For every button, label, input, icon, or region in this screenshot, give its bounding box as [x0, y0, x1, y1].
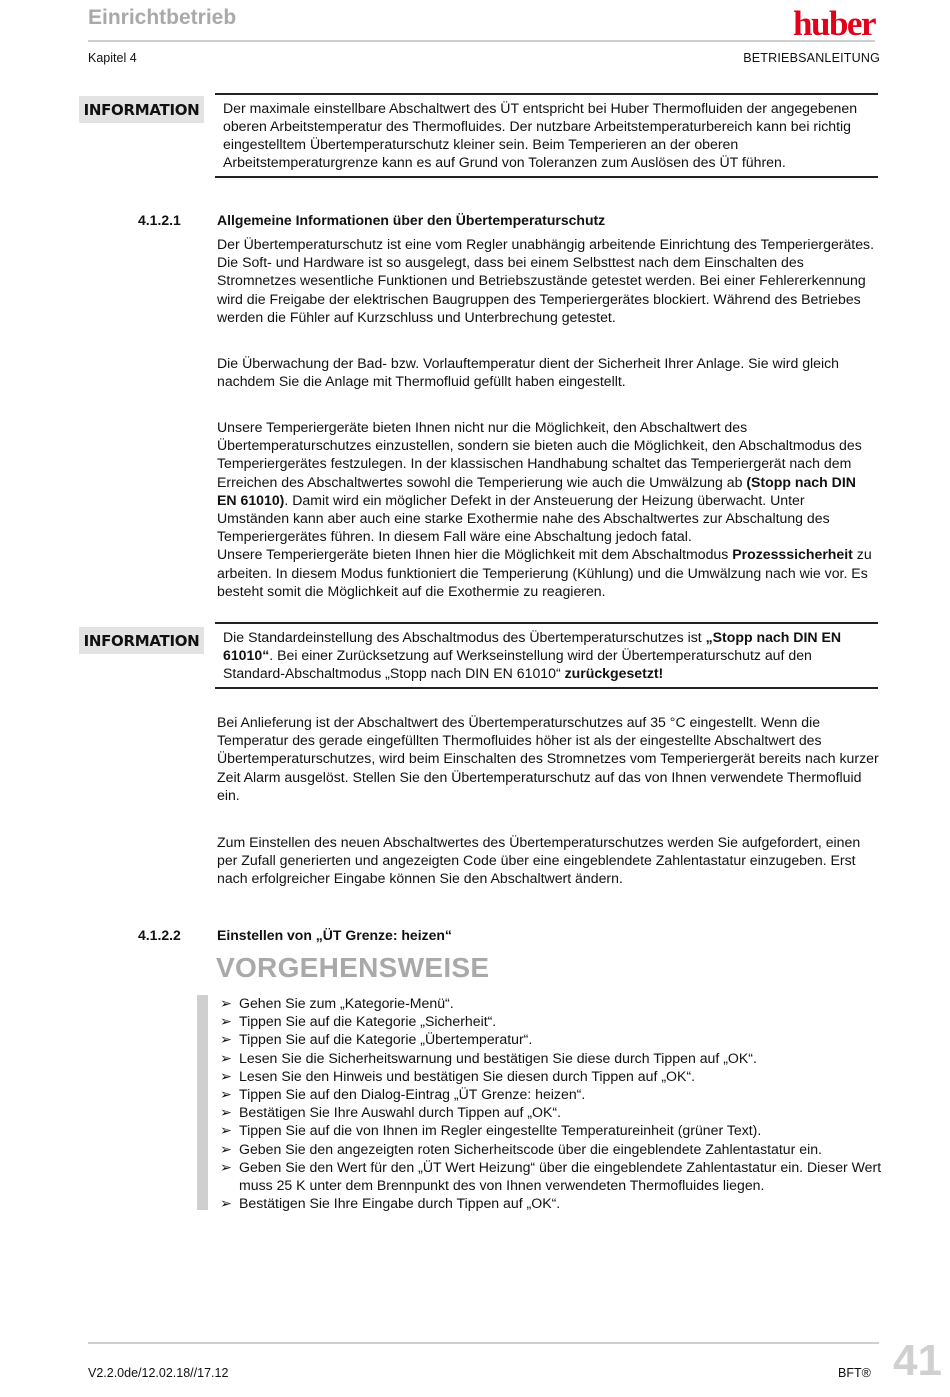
information-text: Der maximale einstellbare Abschaltwert des ÜT entspricht bei Huber Thermofluiden der angegebenen oberen Arbeitstemperatur des Thermofluides. Der nutzbare Arbeitstemperaturbereich kann bei richtig eingestelltem Übertemperaturschutz kleiner sein. Beim Temperieren an der oberen Arbeitstemperaturgrenze kann es auf Grund von Toleranzen zum Auslösen des ÜT führen.	[223, 100, 858, 170]
procedure-step	[220, 1085, 882, 1103]
text-run: . Bei einer Zurücksetzung auf Werkseinstellung wird der Übertemperaturschutz auf den Standard-Abschaltmodus „Stopp nach DIN EN 61010“	[223, 647, 812, 681]
step-text: Tippen Sie auf die Kategorie „Sicherheit“.	[239, 1013, 497, 1030]
bold-text: zurückgesetzt!	[564, 665, 664, 681]
arrow-bullet-icon: ➢	[220, 1067, 232, 1084]
paragraph	[217, 713, 879, 804]
page-number: 41	[893, 1336, 942, 1385]
paragraph-text: Der Übertemperaturschutz ist eine vom Regler unabhängig arbeitende Einrichtung des Temperiergerätes. Die Soft- und Hardware ist so ausgelegt, dass bei einem Selbsttest nach dem Einschalten des Stromnetzes wesentliche Funktionen und Betriebszustände getestet werden. Bei einer Fehlererkennung wird die Freigabe der elektrischen Baugruppen des Temperiergerätes blockiert. Während des Betriebes werden die Fühler auf Kurzschluss und Unterbrechung getestet.	[217, 236, 875, 325]
paragraph	[217, 235, 879, 326]
step-text: Tippen Sie auf die Kategorie „Übertemperatur“.	[239, 1031, 533, 1048]
information-text	[215, 624, 878, 682]
procedure-bar	[197, 995, 208, 1210]
arrow-bullet-icon: ➢	[220, 1195, 232, 1212]
paragraph	[217, 354, 879, 390]
paragraph-text: Die Überwachung der Bad- bzw. Vorlauftemperatur dient der Sicherheit Ihrer Anlage. Sie wird gleich nachdem Sie die Anlage mit Thermofluid gefüllt haben eingestellt.	[217, 355, 840, 390]
bold-text: (Stopp nach DIN EN 61010)	[217, 473, 856, 508]
section-heading: Allgemeine Informationen über den Übertemperaturschutz	[217, 212, 606, 228]
procedure-step	[220, 1158, 882, 1194]
product-label: BFT®	[838, 1366, 871, 1380]
chapter-label: Kapitel 4	[88, 51, 137, 65]
step-text: Gehen Sie zum „Kategorie-Menü“.	[239, 995, 454, 1011]
procedure-step	[220, 1030, 882, 1048]
section-number: 4.1.2.1	[138, 212, 181, 228]
step-text: Geben Sie den angezeigten roten Sicherheitscode über die eingeblendete Zahlentastatur ein.	[239, 1140, 822, 1157]
arrow-bullet-icon: ➢	[220, 1104, 232, 1121]
version-label: V2.2.0de/12.02.18//17.12	[88, 1366, 229, 1380]
huber-logo	[787, 8, 881, 40]
arrow-bullet-icon: ➢	[220, 1086, 232, 1103]
arrow-bullet-icon: ➢	[220, 995, 232, 1011]
text-run: Unsere Temperiergeräte bieten Ihnen hier die Möglichkeit mit dem Abschaltmodus	[217, 546, 733, 563]
arrow-bullet-icon: ➢	[220, 1122, 232, 1139]
information-badge: INFORMATION	[79, 96, 204, 123]
procedure-step	[220, 1121, 882, 1139]
section-title: Einrichtbetrieb	[88, 6, 237, 29]
arrow-bullet-icon: ➢	[220, 1031, 232, 1048]
section-number: 4.1.2.2	[138, 927, 181, 943]
procedure-step	[220, 1140, 882, 1158]
procedure-step	[220, 1012, 882, 1030]
procedure-step	[220, 1049, 882, 1067]
paragraph-text: Bei Anlieferung ist der Abschaltwert des Übertemperaturschutzes auf 35 °C eingestellt. Wenn die Temperatur des gerade eingefüllten Thermofluides höher ist als der eingestellte Abschaltwert des Übertemperaturschutzes, wird beim Einschalten des Stromnetzes vom Temperiergerät bereits nach kurzer Zeit Alarm ausgelöst. Stellen Sie den Übertemperaturschutz auf das von Ihnen verwendete Thermofluid ein.	[217, 714, 879, 803]
text-run: zu arbeiten. In diesem Modus funktioniert die Temperierung (Kühlung) und die Umwälzung nach wie vor. Es besteht somit die Möglichkeit auf die Exothermie zu reagieren.	[217, 546, 872, 599]
step-text: Lesen Sie die Sicherheitswarnung und bestätigen Sie diese durch Tippen auf „OK“.	[239, 1049, 757, 1066]
arrow-bullet-icon: ➢	[220, 1049, 232, 1066]
arrow-bullet-icon: ➢	[220, 1158, 232, 1175]
header-rule	[88, 40, 875, 42]
paragraph-text	[217, 545, 879, 600]
text-run: Unsere Temperiergeräte bieten Ihnen nicht nur die Möglichkeit, den Abschaltwert des Übertemperaturschutzes einzustellen, sondern sie bieten auch die Möglichkeit, den Abschaltmodus des Temperiergerätes festzulegen. In der klassischen Handhabung schaltet das Temperiergerät nach dem Erreichen des Abschaltwertes sowohl die Temperierung wie auch die Umwälzung ab	[217, 419, 862, 490]
manual-type: BETRIEBSANLEITUNG	[743, 51, 880, 65]
information-box	[215, 93, 878, 178]
procedure-heading: VORGEHENSWEISE	[216, 952, 490, 983]
logo-text: huber	[793, 8, 875, 40]
procedure-step	[220, 994, 882, 1012]
bold-text: „Stopp nach DIN EN 61010“	[223, 629, 842, 663]
procedure-step	[220, 1194, 882, 1212]
procedure-step	[220, 1103, 882, 1121]
arrow-bullet-icon: ➢	[220, 1013, 232, 1030]
text-run: Die Standardeinstellung des Abschaltmodus des Übertemperaturschutzes ist	[223, 629, 706, 645]
procedure-steps	[220, 994, 882, 1212]
text-run: . Damit wird ein möglicher Defekt in der Ansteuerung der Heizung überwacht. Unter Umständen kann aber auch eine starke Exothermie nahe des Abschaltwertes zur Abschaltung des Temperiergerätes führen. In diesem Fall wäre eine Abschaltung jedoch fatal.	[217, 491, 830, 545]
paragraph-text	[217, 418, 879, 545]
step-text: Lesen Sie den Hinweis und bestätigen Sie diesen durch Tippen auf „OK“.	[239, 1067, 695, 1084]
step-text: Tippen Sie auf den Dialog-Eintrag „ÜT Grenze: heizen“.	[239, 1086, 586, 1103]
information-box	[215, 622, 878, 689]
paragraph	[217, 833, 879, 888]
step-text: Tippen Sie auf die von Ihnen im Regler eingestellte Temperatureinheit (grüner Text).	[239, 1122, 762, 1139]
information-badge: INFORMATION	[79, 627, 204, 654]
arrow-bullet-icon: ➢	[220, 1140, 232, 1157]
step-text: Geben Sie den Wert für den „ÜT Wert Heizung“ über die eingeblendete Zahlentastatur ein. Dieser Wert muss 25 K unter dem Brennpunkt des von Ihnen verwendeten Thermofluides liegen.	[239, 1158, 882, 1194]
paragraph	[217, 418, 879, 600]
bold-text: Prozesssicherheit	[732, 546, 853, 563]
footer-rule	[88, 1342, 879, 1344]
section-heading: Einstellen von „ÜT Grenze: heizen“	[217, 927, 452, 943]
step-text: Bestätigen Sie Ihre Auswahl durch Tippen auf „OK“.	[239, 1104, 561, 1121]
step-text: Bestätigen Sie Ihre Eingabe durch Tippen auf „OK“.	[239, 1195, 561, 1212]
procedure-step	[220, 1067, 882, 1085]
paragraph-text: Zum Einstellen des neuen Abschaltwertes des Übertemperaturschutzes werden Sie aufgefordert, einen per Zufall generierten und angezeigten Code über eine eingeblendete Zahlentastatur einzugeben. Erst nach erfolgreicher Eingabe können Sie den Abschaltwert ändern.	[217, 834, 861, 887]
